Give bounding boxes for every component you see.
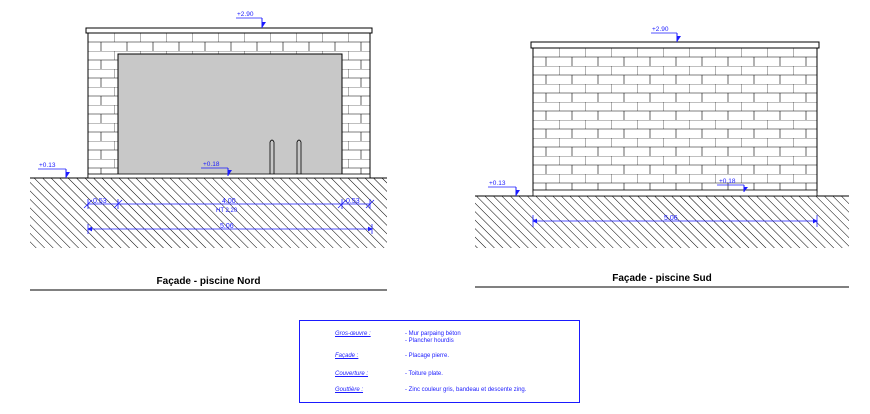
south-level-ground-marker <box>488 187 520 196</box>
north-opening <box>118 54 342 178</box>
south-caption: Façade - piscine Sud <box>612 273 712 284</box>
legend-value: - Toiture plate. <box>405 371 443 377</box>
legend-value: - Placage pierre. <box>405 353 450 359</box>
legend-value: - Zinc couleur gris, bandeau et descente zing. <box>405 387 527 393</box>
legend-value: - Plancher hourdis <box>405 338 454 344</box>
north-dim-right: 0.53 <box>346 198 360 205</box>
legend-key: Couverture : <box>335 371 369 377</box>
materials-legend <box>299 320 580 403</box>
legend-key: Façade : <box>335 353 359 359</box>
legend-key: Gros-œuvre : <box>335 331 371 337</box>
south-elevation <box>475 26 849 287</box>
south-level-top: +2.90 <box>652 26 669 33</box>
north-level-top: +2.90 <box>237 11 254 18</box>
north-roof-slab <box>86 28 372 33</box>
north-elevation <box>30 11 387 290</box>
north-caption: Façade - piscine Nord <box>156 276 261 287</box>
south-dim-total: 5.06 <box>664 215 678 222</box>
legend-key: Gouttière : <box>335 387 364 393</box>
legend-value: - Mur parpaing béton <box>405 331 461 337</box>
south-stone-wall <box>533 48 817 192</box>
south-plinth <box>533 190 817 196</box>
south-roof-slab <box>531 42 819 48</box>
south-ground-hatch <box>475 196 849 248</box>
north-dim-left: 0.53 <box>93 198 107 205</box>
north-dim-total: 5.06 <box>220 223 234 230</box>
north-level-ground: +0.13 <box>39 162 56 169</box>
north-dim-height: HT 2.20 <box>216 208 238 214</box>
north-level-floor: +0.18 <box>203 161 220 168</box>
north-level-top-marker <box>236 18 266 28</box>
north-dim-center: 4.00 <box>222 198 236 205</box>
south-level-floor: +0.18 <box>719 178 736 185</box>
north-level-ground-marker <box>38 169 70 178</box>
north-ground-hatch <box>30 178 387 248</box>
south-level-ground: +0.13 <box>489 180 506 187</box>
south-level-top-marker <box>651 33 681 42</box>
north-plinth <box>88 174 370 178</box>
